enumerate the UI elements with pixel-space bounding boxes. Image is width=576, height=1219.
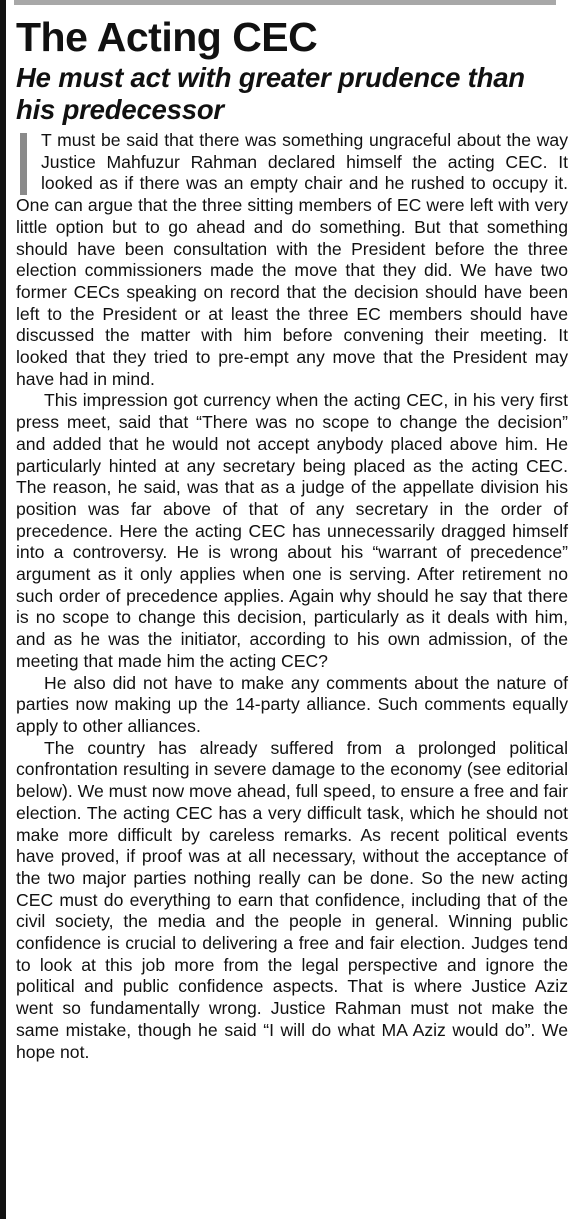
article-body: [16, 130, 568, 1063]
next-article-headline-cutoff: [18, 1207, 570, 1219]
paragraph-3: He also did not have to make any comments about the nature of parties now making up the 14-party alliance. Such comments equally apply to other alliances.: [16, 672, 568, 736]
paragraph-2: This impression got currency when the acting CEC, in his very first press meet, said that “There was no scope to change the decision” and added that he would not accept anybody placed above him. He particularly hinted at any secretary being placed as the acting CEC. The reason, he said, was that as a judge of the appellate division his position was far above of that of any secretary in the order of precedence. Here the acting CEC has unnecessarily dragged himself into a controversy. He is wrong about his “warrant of precedence” argument as it only applies when one is serving. After retirement no such order of precedence applies. Again why should he say that there is no scope to change this decision, particularly as it deals with him, and as he was the initiator, according to his own admission, of the meeting that made him the acting CEC?: [16, 390, 568, 671]
left-column-rule: [0, 0, 6, 1219]
paragraph-1: T must be said that there was something ungraceful about the way Justice Mahfuzur Rahman declared himself the acting CEC. It looked as if there was an empty chair and he rushed to occupy it. One can argue that the three sitting members of EC were left with very little option but to go ahead and do something. But that something should have been consultation with the President before the three election commissioners made the move that they did. We have two former CECs speaking on record that the decision should have been left to the President or at least the three EC members should have discussed the matter with him before convening their meeting. It looked that they tried to pre-empt any move that the President may have had in mind.: [16, 130, 568, 389]
editorial-article: [16, 12, 568, 1063]
drop-cap-bar: [20, 133, 27, 195]
headline: The Acting CEC: [16, 14, 318, 60]
subheadline: He must act with greater prudence than his predecessor: [16, 62, 525, 125]
top-rule: [14, 0, 556, 5]
paragraph-4: The country has already suffered from a prolonged political confrontation resulting in severe damage to the economy (see editorial below). We must now move ahead, full speed, to ensure a free and fair election. The acting CEC has a very difficult task, which he should not make more difficult by careless remarks. As recent political events have proved, if proof was at all necessary, without the acceptance of the two major parties nothing really can be done. So the new acting CEC must do everything to earn that confidence, including that of the civil society, the media and the people in general. Winning public confidence is crucial to delivering a free and fair election. Judges tend to look at this job more from the legal perspective and ignore the political and public confidence aspects. That is where Justice Aziz went so fundamentally wrong. Justice Rahman must not make the same mistake, though he said “I will do what MA Aziz would do”. We hope not.: [16, 737, 568, 1062]
